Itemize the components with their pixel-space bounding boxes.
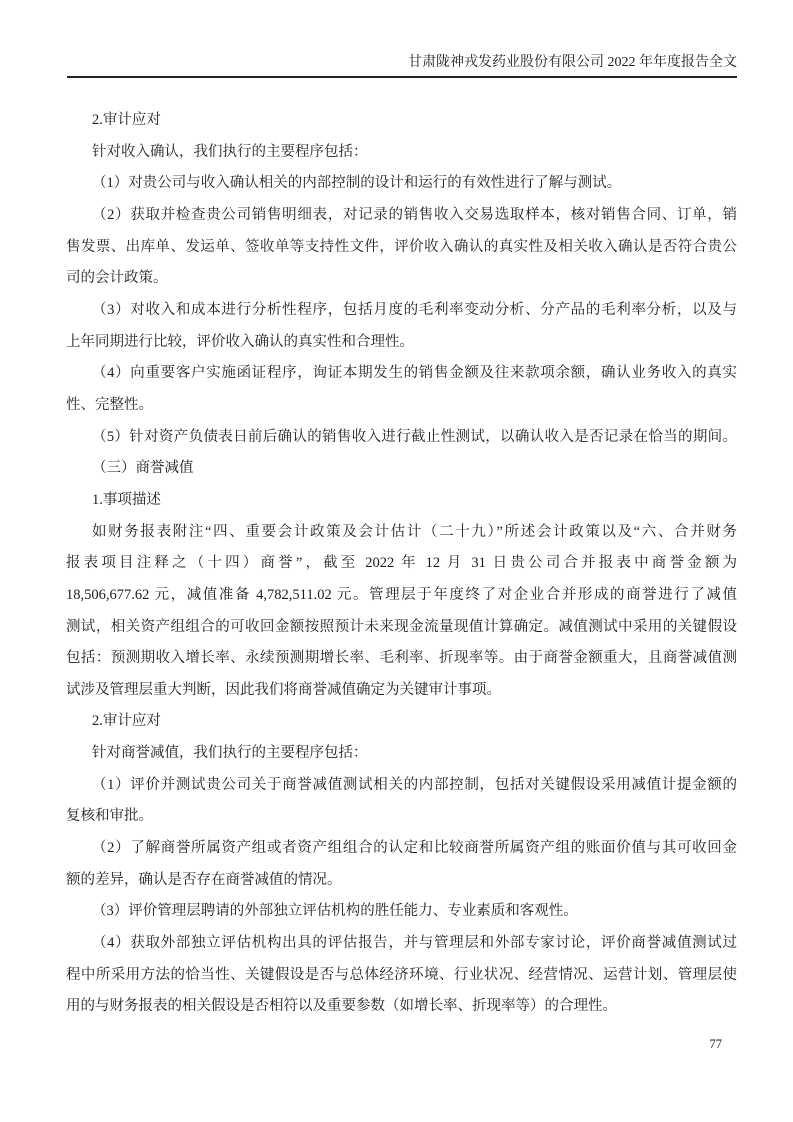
text-line: （3）评价管理层聘请的外部独立评估机构的胜任能力、专业素质和客观性。 xyxy=(92,903,578,920)
text-line: （1）评价并测试贵公司关于商誉减值测试相关的内部控制，包括对关键假设采用减值计提金额的 xyxy=(92,776,737,793)
text-line: 试涉及管理层重大判断，因此我们将商誉减值确定为关键审计事项。 xyxy=(66,681,501,698)
text-line: （三）商誉减值 xyxy=(92,460,194,477)
page-footer xyxy=(710,1036,723,1052)
text-line: （3）对收入和成本进行分析性程序，包括月度的毛利率变动分析、分产品的毛利率分析，以及与 xyxy=(92,301,737,318)
text-line: （4）向重要客户实施函证程序，询证本期发生的销售金额及往来款项余额，确认业务收入的真实 xyxy=(92,365,737,382)
text-line: 针对商誉减值，我们执行的主要程序包括： xyxy=(92,745,368,762)
text-line: 包括：预测期收入增长率、永续预测期增长率、毛利率、折现率等。由于商誉金额重大，且商誉减值测 xyxy=(66,650,737,667)
text-line: （1）对贵公司与收入确认相关的内部控制的设计和运行的有效性进行了解与测试。 xyxy=(92,175,622,192)
text-line: 额的差异，确认是否存在商誉减值的情况。 xyxy=(66,871,342,888)
text-line: 2.审计应对 xyxy=(92,112,161,128)
text-line: 报表项目注释之（十四）商誉”，截至 2022 年 12 月 31 日贵公司合并报表中商誉金额为 xyxy=(66,555,737,572)
text-line: （4）获取外部独立评估机构出具的评估报告，并与管理层和外部专家讨论，评价商誉减值测试过 xyxy=(92,935,737,952)
text-line: 2.审计应对 xyxy=(92,713,161,730)
text-line: 上年同期进行比较，评价收入确认的真实性和合理性。 xyxy=(66,333,414,350)
page-header xyxy=(67,53,737,78)
text-line: 如财务报表附注“四、重要会计政策及会计估计（二十九）”所述会计政策以及“六、合并财务 xyxy=(92,523,737,540)
text-line: 性、完整性。 xyxy=(66,396,153,413)
text-line: 针对收入确认，我们执行的主要程序包括： xyxy=(92,143,368,160)
text-line: （2）了解商誉所属资产组或者资产组组合的认定和比较商誉所属资产组的账面价值与其可收回金 xyxy=(92,840,737,857)
document-body xyxy=(66,105,737,1023)
text-line: 1.事项描述 xyxy=(92,491,161,508)
text-line: 司的会计政策。 xyxy=(66,270,168,287)
text-line: 程中所采用方法的恰当性、关键假设是否与总体经济环境、行业状况、经营情况、运营计划、管理层使 xyxy=(66,966,737,983)
page-number: 77 xyxy=(709,1037,722,1051)
text-line: 18,506,677.62 元，减值准备 4,782,511.02 元。管理层于年度终了对企业合并形成的商誉进行了减值 xyxy=(66,586,737,603)
text-line: （5）针对资产负债表日前后确认的销售收入进行截止性测试，以确认收入是否记录在恰当的期间。 xyxy=(92,428,737,445)
report-title: 甘肃陇神戎发药业股份有限公司 2022 年年度报告全文 xyxy=(408,55,737,70)
text-line: 售发票、出库单、发运单、签收单等支持性文件，评价收入确认的真实性及相关收入确认是否符合贵公 xyxy=(66,238,737,255)
text-line: 测试，相关资产组组合的可收回金额按照预计未来现金流量现值计算确定。减值测试中采用的关键假设 xyxy=(66,618,737,635)
text-line: （2）获取并检查贵公司销售明细表，对记录的销售收入交易选取样本，核对销售合同、订单，销 xyxy=(92,206,737,223)
text-line: 用的与财务报表的相关假设是否相符以及重要参数（如增长率、折现率等）的合理性。 xyxy=(66,998,617,1015)
text-line: 复核和审批。 xyxy=(66,808,153,825)
